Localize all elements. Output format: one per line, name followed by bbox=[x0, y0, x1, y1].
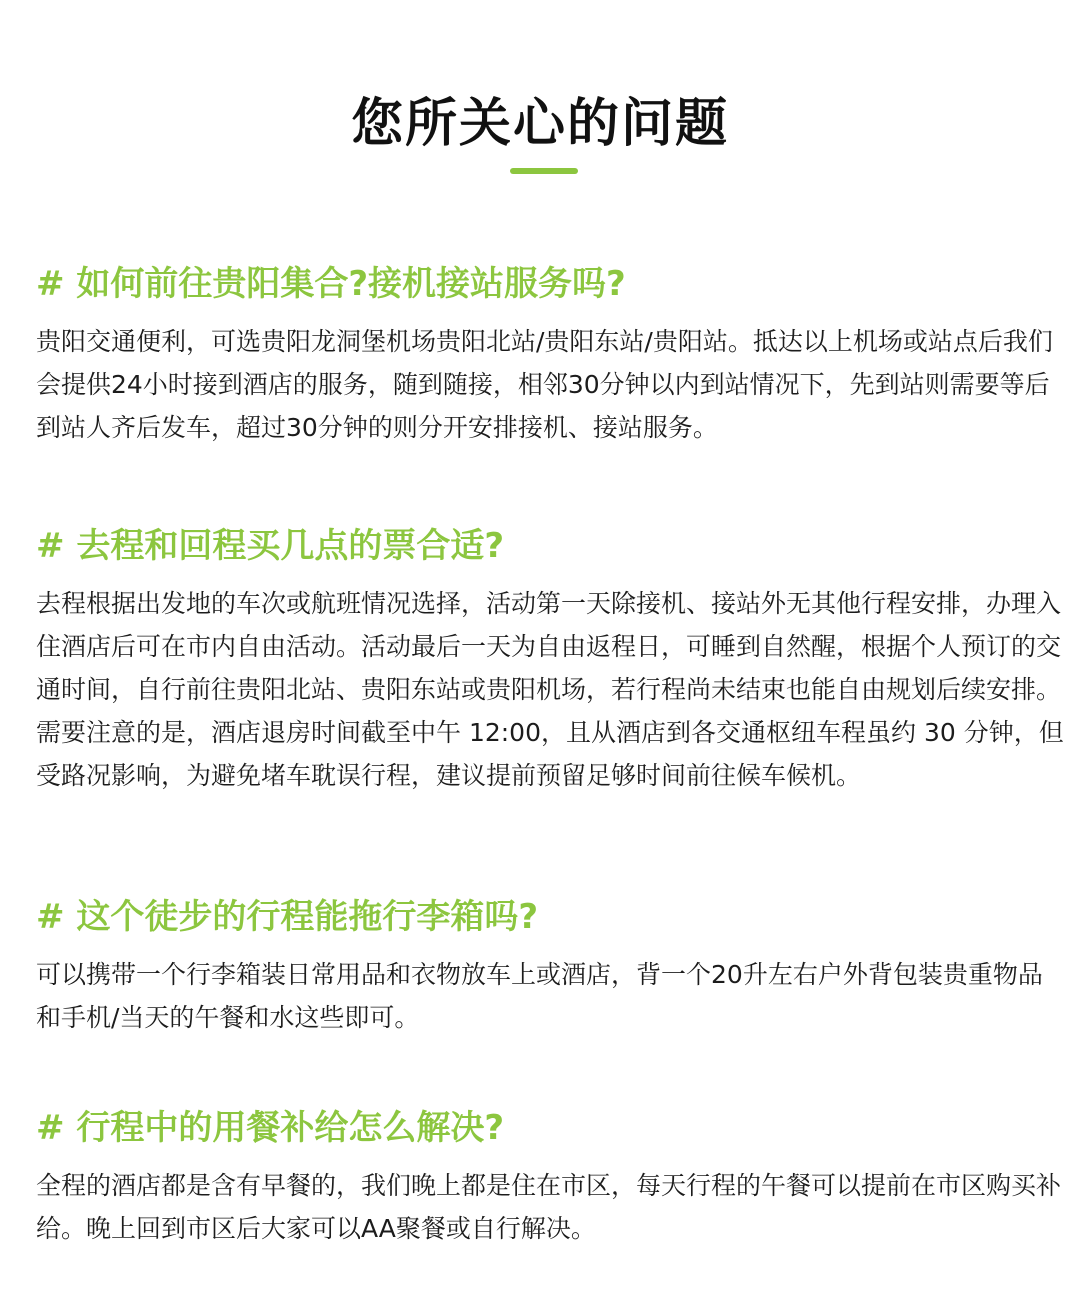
faq-question: # 如何前往贵阳集合?接机接站服务吗? bbox=[36, 264, 626, 304]
faq-item bbox=[36, 895, 1066, 1039]
faq-item bbox=[36, 524, 1066, 797]
page-title: 您所关心的问题 bbox=[350, 94, 729, 154]
faq-answer: 全程的酒店都是含有早餐的，我们晚上都是住在市区，每天行程的午餐可以提前在市区购买补给。晚上回到市区后大家可以AA聚餐或自行解决。 bbox=[36, 1171, 1062, 1243]
faq-question: # 去程和回程买几点的票合适? bbox=[36, 526, 505, 566]
faq-item bbox=[36, 1106, 1066, 1250]
faq-answer: 去程根据出发地的车次或航班情况选择，活动第一天除接机、接站外无其他行程安排，办理入住酒店后可在市内自由活动。活动最后一天为自由返程日，可睡到自然醒，根据个人预订的交通时间，自行前往贵阳北站、贵阳东站或贵阳机场，若行程尚未结束也能自由规划后续安排。需要注意的是，酒店退房时间截至中午 12:00，且从酒店到各交通枢纽车程虽约 30 分钟，但受路况影响，为避免堵车耽误行程，建议提前预留足够时间前往候车候机。 bbox=[36, 589, 1064, 790]
faq-answer: 可以携带一个行李箱装日常用品和衣物放车上或酒店，背一个20升左右户外背包装贵重物品和手机/当天的午餐和水这些即可。 bbox=[36, 960, 1043, 1032]
faq-question: # 这个徒步的行程能拖行李箱吗? bbox=[36, 897, 539, 937]
faq-item bbox=[36, 262, 1066, 449]
faq-answer: 贵阳交通便利，可选贵阳龙洞堡机场贵阳北站/贵阳东站/贵阳站。抵达以上机场或站点后我们会提供24小时接到酒店的服务，随到随接，相邻30分钟以内到站情况下，先到站则需要等后到站人齐后发车，超过30分钟的则分开安排接机、接站服务。 bbox=[36, 327, 1053, 442]
faq-question: # 行程中的用餐补给怎么解决? bbox=[36, 1108, 505, 1148]
title-underline bbox=[510, 168, 578, 174]
